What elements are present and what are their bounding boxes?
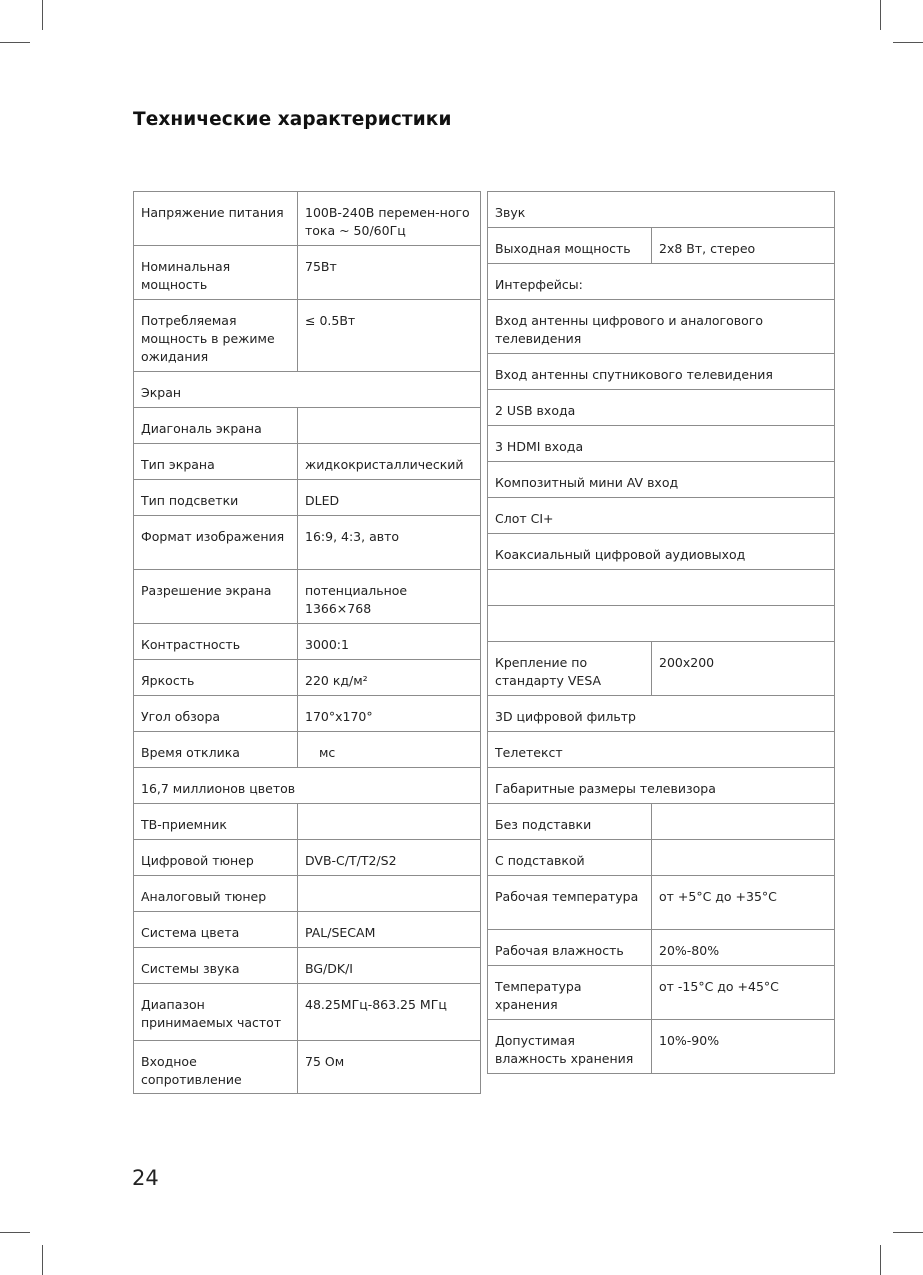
table-row (488, 498, 835, 534)
table-row (488, 354, 835, 390)
spec-label: Выходная мощность (488, 228, 652, 264)
spec-value: от -15°С до +45°С (652, 966, 835, 1020)
spec-label: Тип подсветки (134, 480, 298, 516)
table-row (134, 624, 481, 660)
table-section-row (488, 264, 835, 300)
spec-label: Контрастность (134, 624, 298, 660)
spec-label: Система цвета (134, 912, 298, 948)
table-row (488, 300, 835, 354)
spec-label: Потребляемая мощность в режиме ожидания (134, 300, 298, 372)
spec-label: Температура хранения (488, 966, 652, 1020)
crop-mark (42, 1245, 43, 1275)
empty-cell (488, 606, 835, 642)
spec-value: 170°х170° (298, 696, 481, 732)
crop-mark (893, 42, 923, 43)
spec-label: Номинальная мощность (134, 246, 298, 300)
spec-label: Диагональ экрана (134, 408, 298, 444)
table-row (488, 840, 835, 876)
table-row (134, 300, 481, 372)
table-row (134, 408, 481, 444)
empty-cell (488, 570, 835, 606)
spec-label: Диапазон принимаемых частот (134, 984, 298, 1041)
spec-value: 16:9, 4:3, авто (298, 516, 481, 570)
spec-label: 2 USB входа (488, 390, 835, 426)
table-section-row (488, 192, 835, 228)
table-section-row (134, 372, 481, 408)
spec-label: Угол обзора (134, 696, 298, 732)
spec-label: Входное сопротивление (134, 1041, 298, 1094)
table-row-empty (488, 606, 835, 642)
spec-label: Допустимая влажность хранения (488, 1020, 652, 1074)
crop-mark (893, 1232, 923, 1233)
spec-label: Тип экрана (134, 444, 298, 480)
section-heading: Экран (134, 372, 481, 408)
table-row (488, 534, 835, 570)
table-section-row (134, 768, 481, 804)
table-row (134, 192, 481, 246)
spec-value (652, 840, 835, 876)
page-number: 24 (132, 1166, 159, 1190)
spec-value: жидкокристаллический (298, 444, 481, 480)
spec-label: Яркость (134, 660, 298, 696)
table-row (134, 570, 481, 624)
spec-value (298, 408, 481, 444)
table-row (134, 1041, 481, 1094)
table-row-empty (488, 570, 835, 606)
spec-value: от +5°С до +35°С (652, 876, 835, 930)
crop-mark (0, 1232, 30, 1233)
spec-value: 20%-80% (652, 930, 835, 966)
section-heading: Звук (488, 192, 835, 228)
spec-label: Рабочая температура (488, 876, 652, 930)
spec-value: 48.25МГц-863.25 МГц (298, 984, 481, 1041)
spec-value: 220 кд/м² (298, 660, 481, 696)
crop-mark (880, 1245, 881, 1275)
spec-label: Вход антенны спутникового телевидения (488, 354, 835, 390)
spec-label: Время отклика (134, 732, 298, 768)
table-row (488, 642, 835, 696)
section-heading: 16,7 миллионов цветов (134, 768, 481, 804)
spec-label: ТВ-приемник (134, 804, 298, 840)
spec-label: Аналоговый тюнер (134, 876, 298, 912)
table-row (134, 840, 481, 876)
spec-value: 200х200 (652, 642, 835, 696)
spec-label: Напряжение питания (134, 192, 298, 246)
spec-label: Рабочая влажность (488, 930, 652, 966)
spec-value: 10%-90% (652, 1020, 835, 1074)
spec-value: 2х8 Вт, стерео (652, 228, 835, 264)
spec-value: мс (298, 732, 481, 768)
page-title: Технические характеристики (133, 109, 452, 130)
spec-value: потенциальное 1366×768 (298, 570, 481, 624)
table-row (488, 930, 835, 966)
table-row (134, 876, 481, 912)
spec-label: Крепление по стандарту VESA (488, 642, 652, 696)
table-row (488, 966, 835, 1020)
table-row (488, 426, 835, 462)
table-row (134, 804, 481, 840)
spec-value: 100В-240В перемен-ного тока ~ 50/60Гц (298, 192, 481, 246)
spec-label: Системы звука (134, 948, 298, 984)
spec-value: 75Вт (298, 246, 481, 300)
spec-label: Цифровой тюнер (134, 840, 298, 876)
table-row (488, 804, 835, 840)
section-heading: Интерфейсы: (488, 264, 835, 300)
table-row (488, 732, 835, 768)
spec-label: Телетекст (488, 732, 835, 768)
spec-label: Без подставки (488, 804, 652, 840)
spec-label: 3D цифровой фильтр (488, 696, 835, 732)
spec-label: Вход антенны цифрового и аналогового телевидения (488, 300, 835, 354)
spec-value: DLED (298, 480, 481, 516)
table-row (134, 660, 481, 696)
crop-mark (0, 42, 30, 43)
spec-value: ≤ 0.5Вт (298, 300, 481, 372)
table-row (134, 480, 481, 516)
table-row (134, 948, 481, 984)
table-row (488, 228, 835, 264)
spec-label: Композитный мини AV вход (488, 462, 835, 498)
section-heading: Габаритные размеры телевизора (488, 768, 835, 804)
spec-value (652, 804, 835, 840)
table-row (134, 696, 481, 732)
spec-value: DVB-C/T/T2/S2 (298, 840, 481, 876)
table-row (134, 246, 481, 300)
spec-label: Коаксиальный цифровой аудиовыход (488, 534, 835, 570)
table-row (488, 1020, 835, 1074)
spec-value: 3000:1 (298, 624, 481, 660)
spec-value (298, 876, 481, 912)
spec-table-left (133, 191, 481, 1094)
spec-label: Слот CI+ (488, 498, 835, 534)
table-section-row (488, 768, 835, 804)
table-row (488, 390, 835, 426)
table-row (488, 696, 835, 732)
spec-label: Формат изображения (134, 516, 298, 570)
spec-value: BG/DK/I (298, 948, 481, 984)
spec-value (298, 804, 481, 840)
table-row (134, 984, 481, 1041)
table-row (134, 444, 481, 480)
spec-value: PAL/SECAM (298, 912, 481, 948)
table-row (488, 462, 835, 498)
table-row (134, 732, 481, 768)
spec-table-right (487, 191, 835, 1074)
spec-value: 75 Ом (298, 1041, 481, 1094)
crop-mark (42, 0, 43, 30)
spec-label: Разрешение экрана (134, 570, 298, 624)
table-row (488, 876, 835, 930)
spec-label: 3 HDMI входа (488, 426, 835, 462)
table-row (134, 516, 481, 570)
crop-mark (880, 0, 881, 30)
spec-label: С подставкой (488, 840, 652, 876)
table-row (134, 912, 481, 948)
